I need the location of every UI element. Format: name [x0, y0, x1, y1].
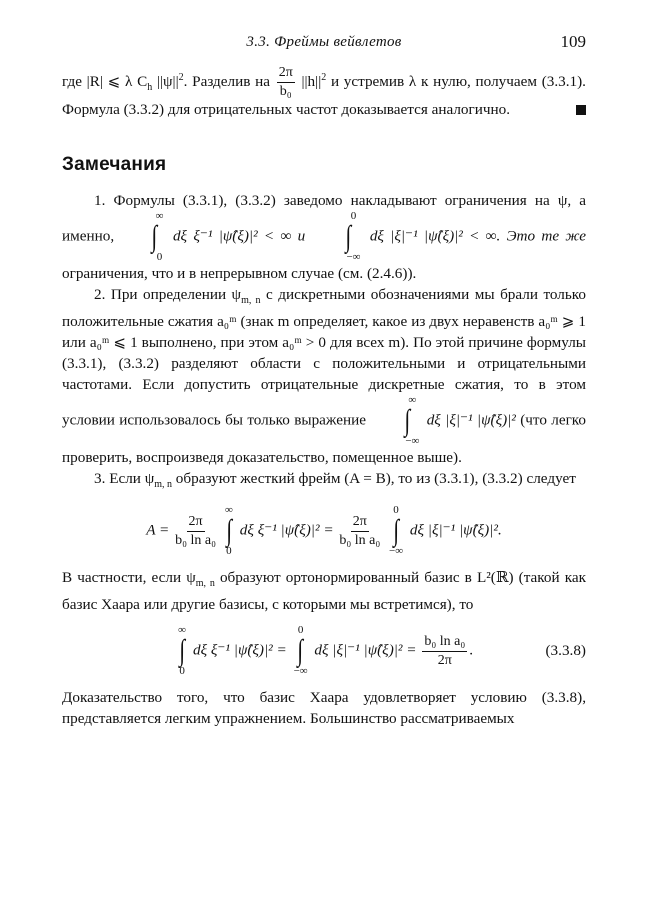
fraction: [422, 635, 467, 668]
italic-text: те же: [541, 227, 587, 245]
fraction-numerator: 2π: [277, 66, 295, 83]
integral-sign: ∞ ∫ −∞: [373, 395, 419, 447]
integrand: dξ ξ⁻¹ |ψ̂(ξ)|² =: [239, 521, 334, 539]
text-run: ||h||: [296, 72, 322, 90]
paragraph-haar: Доказательство того, что базис Хаара удовлетворяет условию (3.3.8), представляется легким упражнением. Большинство рассматриваемых: [62, 689, 586, 728]
fraction: [175, 515, 216, 548]
paragraph-proof-end: [62, 66, 586, 120]
integral-sign: ∞ ∫ 0: [224, 504, 233, 558]
integral-upper-limit: ∞: [155, 210, 164, 222]
integral-upper-limit: ∞: [178, 624, 187, 637]
integral-lower-limit: −∞: [293, 665, 308, 678]
integral-lower-limit: −∞: [405, 435, 420, 448]
text-run: где |R| ⩽ λ C: [62, 72, 148, 90]
subscript: h: [147, 82, 153, 94]
subscript: m, n: [195, 578, 215, 590]
remark-2: [62, 284, 586, 468]
text-run: образуют ортонормированный базис в L²(ℝ) (такой как базис Хаара или другие базисы, с которыми мы встретимся), то: [62, 569, 586, 614]
integrand: dξ ξ⁻¹ |ψ̂(ξ)|² =: [193, 641, 287, 659]
integral-sign: ∞ ∫ 0: [123, 211, 163, 263]
fraction: [339, 515, 380, 548]
text-run: 3. Если ψ: [94, 470, 155, 488]
paragraph-orthonormal: [62, 567, 586, 615]
text-run: . Разделив на: [183, 72, 275, 90]
text-run: образуют жесткий фрейм (A = B), то из (3.3.1), (3.3.2) следует: [172, 470, 576, 488]
text-run: (что легко проверить, воспроизведя доказательство, помещенное выше).: [62, 411, 587, 467]
integral-upper-limit: 0: [350, 210, 357, 222]
integrand: dξ |ξ|⁻¹ |ψ̂(ξ)|².: [409, 521, 502, 539]
equation-3-3-8: [62, 625, 586, 677]
subscript: m, n: [154, 479, 172, 491]
text-run: 2. При определении ψ: [94, 286, 242, 303]
integral-lower-limit: 0: [156, 251, 163, 263]
integral-lower-limit: −∞: [389, 545, 404, 558]
integral-sign: 0 ∫ −∞: [293, 624, 308, 678]
integral-sign: ∞ ∫ 0: [178, 624, 187, 678]
integral-upper-limit: ∞: [408, 394, 417, 407]
equation-lhs: A =: [146, 521, 170, 539]
integrand: dξ ξ⁻¹ |ψ̂(ξ)|² < ∞ и: [172, 227, 306, 245]
equation-number: (3.3.8): [545, 642, 586, 660]
text-run: ограничения, что и в непрерывном случае (см. (2.4.6)).: [62, 265, 417, 282]
remarks-heading: Замечания: [62, 154, 167, 175]
text-run: ||ψ||: [152, 72, 179, 90]
fraction-denominator: 2π: [437, 652, 452, 668]
fraction-numerator: b₀ ln a₀: [422, 635, 467, 652]
text-run: и устремив λ к нулю, получаем (3.3.1). Формула (3.3.2) для отрицательных частот доказывается аналогично.: [62, 72, 586, 118]
integrand: dξ |ξ|⁻¹ |ψ̂(ξ)|² =: [314, 641, 417, 659]
remark-3: [62, 468, 586, 495]
text-run: .: [469, 641, 473, 659]
fraction-denominator: b₀: [279, 84, 292, 99]
superscript: 2: [321, 71, 327, 83]
superscript: 2: [178, 71, 184, 83]
fraction: [277, 66, 295, 99]
text-run: В частности, если ψ: [62, 569, 196, 587]
integral-sign: 0 ∫ −∞: [389, 504, 404, 558]
page-number: 109: [560, 32, 586, 51]
running-head: [62, 34, 586, 58]
section-title: 3.3. Фреймы вейвлетов: [246, 34, 402, 50]
fraction-numerator: 2π: [351, 515, 369, 532]
integral-upper-limit: 0: [393, 504, 399, 517]
integrand: dξ |ξ|⁻¹ |ψ̂(ξ)|²: [426, 411, 516, 429]
page: [62, 34, 586, 729]
fraction-numerator: 2π: [187, 515, 205, 532]
integral-lower-limit: −∞: [346, 251, 361, 263]
integrand: dξ |ξ|⁻¹ |ψ̂(ξ)|² < ∞. Это: [369, 227, 536, 245]
subscript: m, n: [241, 295, 261, 307]
integral-sign: 0 ∫ −∞: [314, 211, 360, 263]
integral-upper-limit: 0: [297, 624, 304, 637]
text-run: 1. Формулы (3.3.1), (3.3.2) заведомо накладывают ограничения на ψ, а именно,: [62, 192, 586, 245]
remark-1: [62, 190, 586, 284]
integral-upper-limit: ∞: [224, 504, 233, 517]
fraction-denominator: b₀ ln a₀: [339, 532, 381, 548]
integral-lower-limit: 0: [226, 545, 232, 558]
fraction-denominator: b₀ ln a₀: [175, 532, 216, 548]
qed-square-icon: [576, 105, 586, 115]
text-run: с дискретными обозначениями мы брали только положительные сжатия a₀ᵐ (знак m определяет, какое из двух неравенств a₀ᵐ ⩾ 1 или a₀ᵐ ⩽ 1 выполнено, при этом a₀ᵐ > 0 для всех m). По этой причине формулы (3.3.1), (3.3.2) разделяют области с положительными и отрицательными частотами. Если допустить отрицательные дискретные сжатия, то в этом условии использовалось бы только выражение: [62, 286, 586, 429]
integral-lower-limit: 0: [179, 665, 185, 678]
equation-tight-frame: [62, 505, 586, 557]
